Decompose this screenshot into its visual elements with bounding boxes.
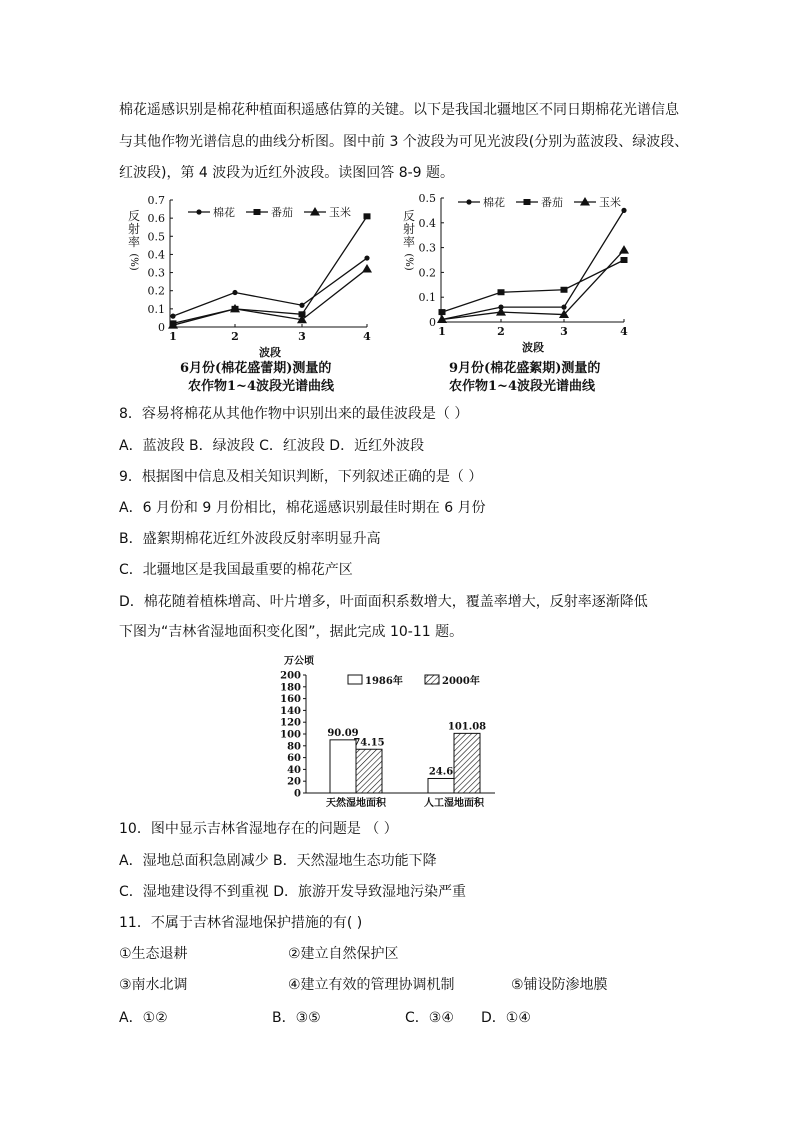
bar-data-label: 24.6 <box>428 766 454 778</box>
june-y-tick-label: 0 <box>158 321 165 334</box>
june-x-tick-label: 3 <box>298 330 306 343</box>
q8-stem: 8．容易将棉花从其他作物中识别出来的最佳波段是（ ） <box>119 406 469 422</box>
june-series-line-0 <box>173 258 367 316</box>
june-point-triangle <box>362 264 372 273</box>
q11-item-5: ⑤铺设防渗地膜 <box>511 977 608 993</box>
q11-item-2: ②建立自然保护区 <box>288 946 399 962</box>
june-y-tick-label: 0.2 <box>147 284 165 298</box>
september-point-square <box>439 309 446 315</box>
bar-legend-swatch-1 <box>425 675 439 684</box>
june-x-axis-label: 波段 <box>259 346 281 359</box>
bar-category-label: 人工湿地面积 <box>424 798 484 809</box>
september-legend-label: 棉花 <box>483 196 505 209</box>
june-x-tick-label: 4 <box>363 330 371 343</box>
september-point-square <box>561 287 568 293</box>
bar-category-label: 天然湿地面积 <box>326 798 386 809</box>
svg-text:率: 率 <box>127 235 141 249</box>
june-y-tick-label: 0.4 <box>147 248 165 262</box>
september-y-tick-label: 0 <box>429 316 436 329</box>
bar-y-tick-label: 180 <box>280 682 301 694</box>
june-chart-subtitle: 农作物1~4波段光谱曲线 <box>188 379 334 394</box>
september-point-square <box>498 289 505 295</box>
q8-options: A．蓝波段 B．绿波段 C．红波段 D．近红外波段 <box>119 438 425 454</box>
bar-y-tick-label: 40 <box>287 764 301 776</box>
june-chart-title: 6月份(棉花盛蕾期)测量的 <box>180 361 332 376</box>
svg-text:率: 率 <box>402 235 416 249</box>
september-y-tick-label: 0.1 <box>418 291 436 305</box>
bar-data-label: 90.09 <box>327 727 359 739</box>
june-legend-circle-marker <box>196 209 201 214</box>
june-legend-label: 番茄 <box>271 206 293 219</box>
svg-text:(%): (%) <box>403 253 414 271</box>
september-series-line-2 <box>442 250 624 319</box>
june-legend-label: 玉米 <box>329 206 351 219</box>
q11-item-4: ④建立有效的管理协调机制 <box>288 977 455 993</box>
q9-option-b: B．盛絮期棉花近红外波段反射率明显升高 <box>119 531 381 547</box>
september-y-axis-label <box>403 209 415 271</box>
q11-option-c: C．③④ <box>405 1010 454 1026</box>
june-y-axis-label <box>128 209 140 271</box>
svg-text:射: 射 <box>127 222 141 236</box>
september-legend-label: 番茄 <box>541 196 563 209</box>
bar-1-1 <box>454 733 480 793</box>
june-y-tick-label: 0.3 <box>147 266 165 280</box>
bar-1-0 <box>428 778 454 793</box>
september-x-axis-label: 波段 <box>522 341 544 354</box>
september-chart-subtitle: 农作物1~4波段光谱曲线 <box>449 379 595 394</box>
september-y-tick-label: 0.3 <box>418 241 436 255</box>
bar-y-tick-label: 140 <box>280 705 301 717</box>
june-x-tick-label: 2 <box>231 330 239 343</box>
september-legend-label: 玉米 <box>599 196 621 209</box>
q10-options-1: A．湿地总面积急剧减少 B．天然湿地生态功能下降 <box>119 853 437 869</box>
june-point-square <box>364 213 371 219</box>
june-point-circle <box>299 303 304 308</box>
june-spectral-chart <box>120 190 390 360</box>
september-spectral-chart <box>396 190 666 360</box>
september-point-circle <box>621 208 626 213</box>
bar-legend-label: 2000年 <box>442 676 480 687</box>
june-y-tick-label: 0.1 <box>147 302 165 316</box>
september-legend-triangle-marker <box>580 197 590 206</box>
q9-option-c: C．北疆地区是我国最重要的棉花产区 <box>119 562 353 578</box>
intro-line-2: 与其他作物光谱信息的曲线分析图。图中前 3 个波段为可见光波段(分别为蓝波段、绿波段、 <box>119 134 689 150</box>
wetland-intro: 下图为“吉林省湿地面积变化图”，据此完成 10-11 题。 <box>119 624 464 640</box>
september-y-tick-label: 0.5 <box>418 192 436 205</box>
q11-stem: 11．不属于吉林省湿地保护措施的有( ) <box>119 915 363 931</box>
wetland-area-bar-chart <box>270 652 510 810</box>
bar-y-axis-unit: 万公顷 <box>284 656 314 667</box>
q11-option-d: D．①④ <box>481 1010 531 1026</box>
september-x-tick-label: 2 <box>497 325 505 338</box>
q11-option-a: A．①② <box>119 1010 168 1026</box>
september-series-line-1 <box>442 260 624 312</box>
svg-text:射: 射 <box>402 222 416 236</box>
q11-item-1: ①生态退耕 <box>119 946 188 962</box>
bar-0-0 <box>330 740 356 793</box>
bar-y-tick-label: 160 <box>280 694 301 706</box>
september-x-tick-label: 3 <box>560 325 568 338</box>
june-point-circle <box>364 255 369 260</box>
bar-0-1 <box>356 749 382 793</box>
bar-y-tick-label: 60 <box>287 753 301 765</box>
september-legend-circle-marker <box>466 199 471 204</box>
june-legend-square-marker <box>254 209 261 215</box>
q11-item-3: ③南水北调 <box>119 977 188 993</box>
q10-stem: 10．图中显示吉林省湿地存在的问题是 （ ） <box>119 821 398 837</box>
bar-data-label: 101.08 <box>447 721 487 733</box>
september-point-square <box>621 257 628 263</box>
june-series-line-1 <box>173 216 367 323</box>
september-legend-square-marker <box>524 199 531 205</box>
intro-line-1: 棉花遥感识别是棉花种植面积遥感估算的关键。以下是我国北疆地区不同日期棉花光谱信息 <box>119 102 679 118</box>
bar-y-tick-label: 20 <box>287 776 301 788</box>
svg-text:(%): (%) <box>128 253 139 271</box>
q9-option-d: D．棉花随着植株增高、叶片增多，叶面面积系数增大，覆盖率增大，反射率逐渐降低 <box>119 594 648 610</box>
september-x-tick-label: 4 <box>620 325 628 338</box>
q9-stem: 9．根据图中信息及相关知识判断，下列叙述正确的是（ ） <box>119 469 483 485</box>
june-y-tick-label: 0.6 <box>147 212 165 226</box>
june-legend-triangle-marker <box>310 207 320 216</box>
bar-y-tick-label: 100 <box>280 729 301 741</box>
bar-y-tick-label: 80 <box>287 741 301 753</box>
june-legend-label: 棉花 <box>213 206 235 219</box>
june-point-circle <box>170 314 175 319</box>
bar-legend-label: 1986年 <box>365 676 403 687</box>
june-x-tick-label: 1 <box>169 330 177 343</box>
september-y-tick-label: 0.4 <box>418 216 436 230</box>
bar-legend-swatch-0 <box>348 675 362 684</box>
q10-options-2: C．湿地建设得不到重视 D．旅游开发导致湿地污染严重 <box>119 884 467 900</box>
intro-line-3: 红波段)，第 4 波段为近红外波段。读图回答 8-9 题。 <box>119 165 455 181</box>
september-y-tick-label: 0.2 <box>418 266 436 280</box>
june-y-tick-label: 0.7 <box>147 194 165 207</box>
september-point-circle <box>561 305 566 310</box>
svg-text:反: 反 <box>402 209 416 223</box>
september-point-triangle <box>619 245 629 254</box>
q11-option-b: B．③⑤ <box>272 1010 321 1026</box>
september-chart-title: 9月份(棉花盛絮期)测量的 <box>449 361 601 376</box>
september-x-tick-label: 1 <box>438 325 446 338</box>
june-point-circle <box>232 290 237 295</box>
june-y-tick-label: 0.5 <box>147 230 165 244</box>
bar-data-label: 74.15 <box>353 737 385 749</box>
q9-option-a: A．6 月份和 9 月份相比，棉花遥感识别最佳时期在 6 月份 <box>119 500 486 516</box>
bar-y-tick-label: 120 <box>280 717 301 729</box>
svg-text:反: 反 <box>127 209 141 223</box>
bar-y-tick-label: 200 <box>280 670 301 682</box>
bar-y-tick-label: 0 <box>294 788 301 800</box>
